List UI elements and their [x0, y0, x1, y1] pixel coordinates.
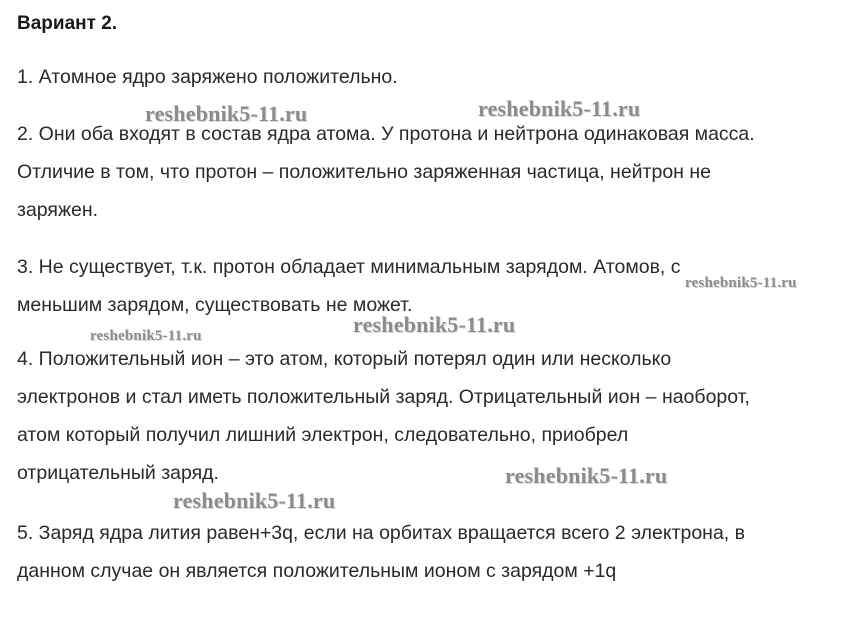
answer-line: атом который получил лишний электрон, следовательно, приобрел	[17, 424, 629, 446]
answer-line: 2. Они оба входят в состав ядра атома. У протона и нейтрона одинаковая масса.	[17, 123, 755, 145]
answer-line: 5. Заряд ядра лития равен+3q, если на орбитах вращается всего 2 электрона, в	[17, 522, 745, 544]
answer-4	[17, 340, 847, 492]
answer-line: заряжен.	[17, 199, 99, 221]
answer-1	[17, 58, 847, 96]
watermark: reshebnik5-11.ru	[173, 488, 336, 513]
page-title: Вариант 2.	[17, 13, 118, 34]
answer-5	[17, 514, 847, 590]
answer-line: данном случае он является положительным ионом с зарядом +1q	[17, 560, 617, 582]
answer-line: 4. Положительный ион – это атом, который потерял один или несколько	[17, 348, 672, 370]
watermark: reshebnik5-11.ru	[505, 463, 668, 488]
answer-line: отрицательный заряд.	[17, 462, 219, 484]
answer-line: меньшим зарядом, существовать не может.	[17, 294, 413, 316]
answer-2	[17, 115, 847, 229]
watermark: reshebnik5-11.ru	[145, 101, 308, 126]
answer-line: электронов и стал иметь положительный заряд. Отрицательный ион – наоборот,	[17, 386, 750, 408]
watermark: reshebnik5-11.ru	[353, 312, 516, 337]
answer-line: 3. Не существует, т.к. протон обладает минимальным зарядом. Атомов, с	[17, 256, 681, 278]
watermark: reshebnik5-11.ru	[478, 96, 641, 121]
watermark: reshebnik5-11.ru	[685, 275, 797, 291]
answer-line: 1. Атомное ядро заряжено положительно.	[17, 66, 398, 88]
answer-line: Отличие в том, что протон – положительно заряженная частица, нейтрон не	[17, 161, 711, 183]
watermark: reshebnik5-11.ru	[90, 328, 202, 344]
